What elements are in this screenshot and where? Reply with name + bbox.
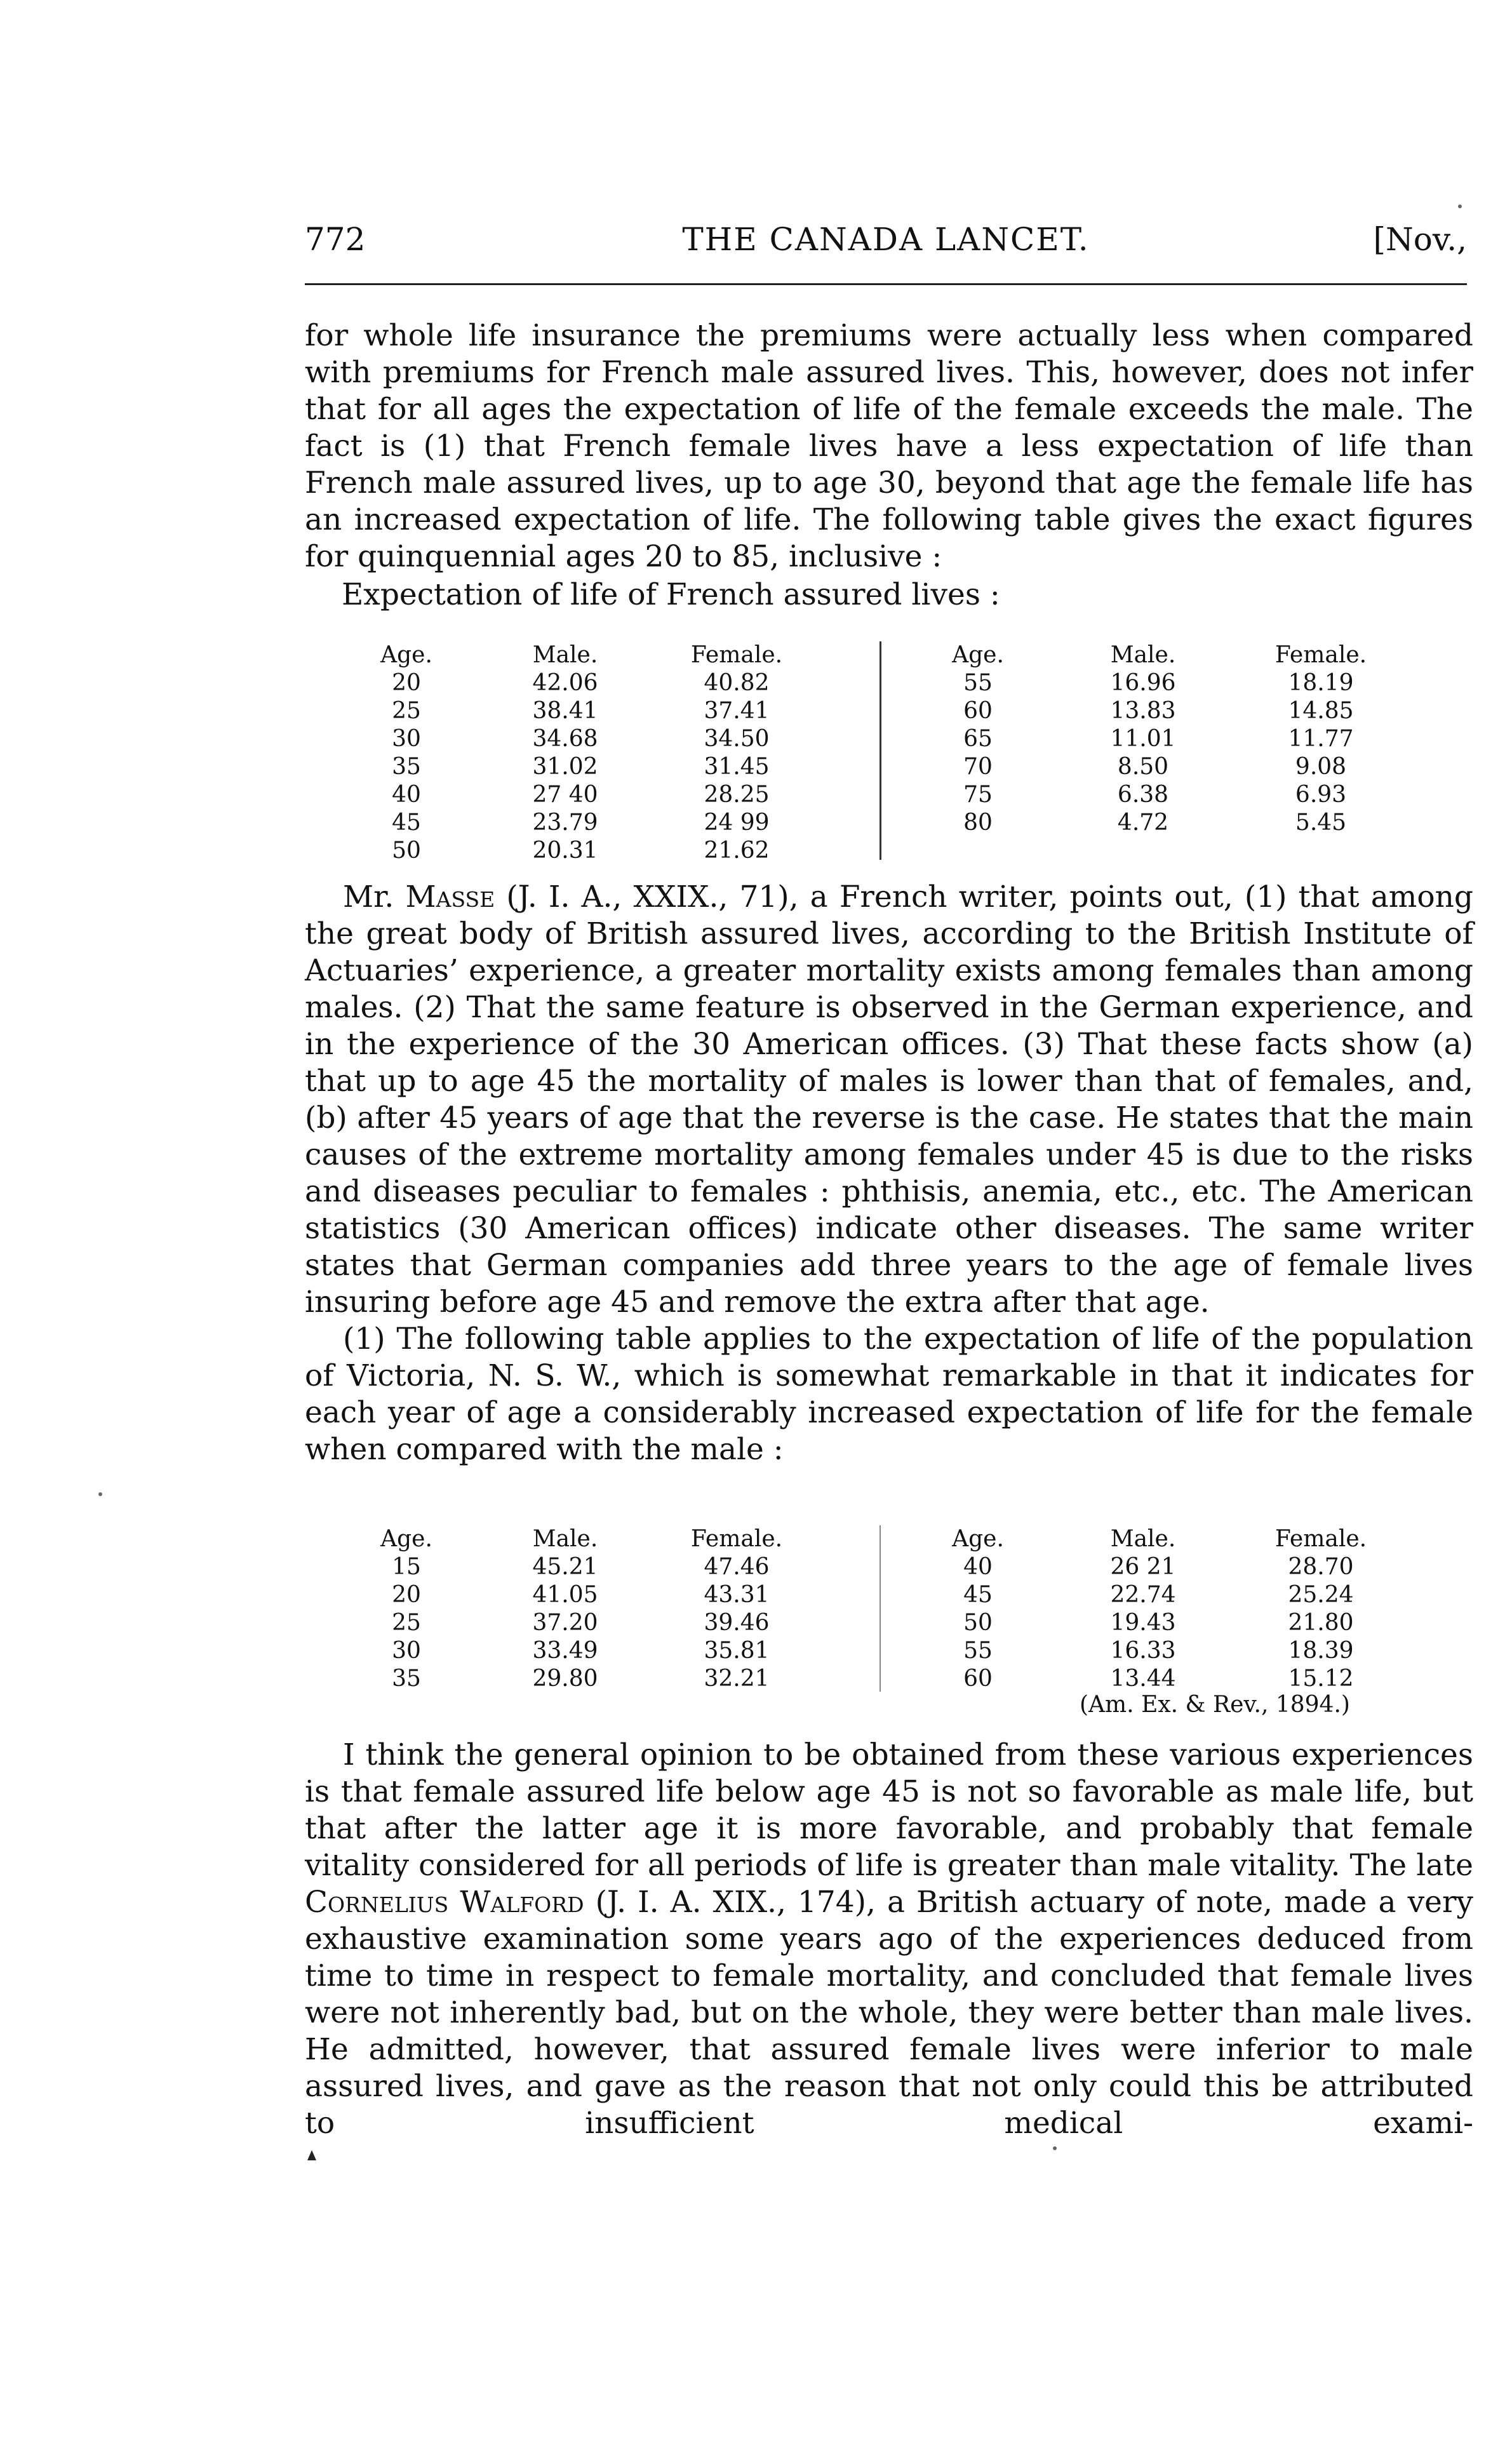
- t2-left-male-column: [514, 1525, 616, 1693]
- t1-header-age: Age.: [380, 642, 432, 668]
- journal-title: THE CANADA LANCET.: [682, 221, 1090, 258]
- t1-cell: 9.08: [1295, 754, 1347, 780]
- t1-cell: 42.06: [532, 670, 598, 696]
- t1-cell: 65: [963, 726, 993, 752]
- conclusion-block: [305, 1737, 1473, 2142]
- t2-cell: 32.21: [704, 1666, 770, 1692]
- masse-prefix: Mr.: [343, 880, 406, 914]
- t1-cell: 8.50: [1117, 754, 1169, 780]
- t2-header-male: Male.: [532, 1526, 598, 1552]
- t1-cell: 14.85: [1288, 698, 1354, 724]
- t1-cell: 31.02: [532, 754, 598, 780]
- t2-cell: 45.21: [532, 1554, 598, 1580]
- t2-cell: 41.05: [532, 1582, 598, 1608]
- t2-cell: 20: [392, 1582, 421, 1608]
- t2-cell: 28.70: [1288, 1554, 1354, 1580]
- t1-cell: 34.50: [704, 726, 770, 752]
- t2-cell: 50: [963, 1610, 993, 1636]
- t1-cell: 6.38: [1117, 782, 1169, 808]
- t2-cell: 40: [963, 1554, 993, 1580]
- t1-left-female-column: [673, 641, 800, 865]
- t2-right-female-column: [1257, 1525, 1384, 1693]
- t1-cell: 13.83: [1110, 698, 1176, 724]
- t2-cell: 60: [963, 1666, 993, 1692]
- conclusion-text-1: I think the general opinion to be obtained from these various experiences is that female assured life below age 45 is not so favorable as male life, but that after the latter age it is more favorable, and probably that female vitality considered for all periods of life is greater than male vitality. The late: [305, 1737, 1473, 1883]
- t2-divider: [880, 1525, 881, 1692]
- t2-cell: 30: [392, 1638, 421, 1664]
- t2-cell: 18.39: [1288, 1638, 1354, 1664]
- t2-header-age: Age.: [380, 1526, 432, 1552]
- t2-header-age: Age.: [952, 1526, 1004, 1552]
- speck: [1053, 2146, 1057, 2150]
- t2-cell: 15.12: [1288, 1666, 1354, 1692]
- t1-header-male: Male.: [1110, 642, 1176, 668]
- t1-cell: 23.79: [532, 810, 598, 836]
- t2-header-female: Female.: [690, 1526, 783, 1552]
- t1-cell: 45: [392, 810, 421, 836]
- intro-block: [305, 318, 1473, 575]
- t2-cell: 16.33: [1110, 1638, 1176, 1664]
- t1-right-age-column: [940, 641, 1016, 837]
- masse-block: [305, 879, 1473, 1468]
- t2-cell: 37.20: [532, 1610, 598, 1636]
- t1-cell: 20.31: [532, 838, 598, 864]
- t1-cell: 60: [963, 698, 993, 724]
- t2-left-age-column: [368, 1525, 445, 1693]
- conclusion-paragraph: [305, 1737, 1473, 2142]
- author-name-walford: Cornelius Walford: [305, 1885, 584, 1920]
- t1-header-female: Female.: [690, 642, 783, 668]
- t2-header-female: Female.: [1274, 1526, 1367, 1552]
- t1-cell: 40: [392, 782, 421, 808]
- t1-cell: 21.62: [704, 838, 770, 864]
- t1-cell: 20: [392, 670, 421, 696]
- t1-cell: 50: [392, 838, 421, 864]
- conclusion-text-2: (J. I. A. XIX., 174), a British actuary of note, made a very exhaustive examination some years ago of the experiences deduced from time to time in respect to female mortality, and concluded that female lives were not inherently bad, but on the whole, they were better than male lives. He admitted, however, that assured female lives were inferior to male assured lives, and gave as the reason that not only could this be attributed to insufficient medical exami-: [305, 1885, 1473, 2141]
- t1-cell: 35: [392, 754, 421, 780]
- running-header: [305, 221, 1467, 272]
- t1-cell: 31.45: [704, 754, 770, 780]
- t1-cell: 16.96: [1110, 670, 1176, 696]
- t2-cell: 13.44: [1110, 1666, 1176, 1692]
- page-number: 772: [305, 221, 366, 258]
- t2-cell: 35.81: [704, 1638, 770, 1664]
- t1-left-age-column: [368, 641, 445, 865]
- t1-left-male-column: [514, 641, 616, 865]
- t1-right-female-column: [1257, 641, 1384, 837]
- t1-cell: 28.25: [704, 782, 770, 808]
- t1-cell: 11.01: [1110, 726, 1176, 752]
- t2-header-male: Male.: [1110, 1526, 1176, 1552]
- t1-cell: 70: [963, 754, 993, 780]
- t2-right-male-column: [1092, 1525, 1194, 1693]
- t1-cell: 75: [963, 782, 993, 808]
- t1-cell: 18.19: [1288, 670, 1354, 696]
- t1-cell: 34.68: [532, 726, 598, 752]
- t2-cell: 25: [392, 1610, 421, 1636]
- t2-cell: 47.46: [704, 1554, 770, 1580]
- t2-cell: 29.80: [532, 1666, 598, 1692]
- t2-cell: 26 21: [1110, 1554, 1176, 1580]
- t1-cell: 38.41: [532, 698, 598, 724]
- t1-cell: 55: [963, 670, 993, 696]
- t1-cell: 11.77: [1288, 726, 1354, 752]
- header-rule: [305, 283, 1467, 285]
- t1-cell: 80: [963, 810, 993, 836]
- t1-cell: 37.41: [704, 698, 770, 724]
- t1-cell: 6.93: [1295, 782, 1347, 808]
- t2-cell: 22.74: [1110, 1582, 1176, 1608]
- t1-cell: 4.72: [1117, 810, 1169, 836]
- t1-cell: 30: [392, 726, 421, 752]
- issue-month: [Nov.,: [1373, 221, 1467, 258]
- t2-cell: 21.80: [1288, 1610, 1354, 1636]
- t2-cell: 19.43: [1110, 1610, 1176, 1636]
- t2-cell: 35: [392, 1666, 421, 1692]
- table1-caption: Expectation of life of French assured lives :: [342, 577, 1000, 612]
- t2-right-age-column: [940, 1525, 1016, 1693]
- victoria-paragraph: (1) The following table applies to the expectation of life of the population of Victoria, N. S. W., which is somewhat remarkable in that it indicates for each year of age a considerably increased expectation of life for the female when compared with the male :: [305, 1321, 1473, 1467]
- speck: [98, 1492, 102, 1496]
- author-name-masse: Masse: [405, 880, 495, 914]
- t2-cell: 55: [963, 1638, 993, 1664]
- t2-left-female-column: [673, 1525, 800, 1693]
- footer-mark: [307, 2150, 316, 2160]
- intro-paragraph: for whole life insurance the premiums were actually less when compared with premiums for French male assured lives. This, however, does not infer that for all ages the expectation of life of the female exceeds the male. The fact is (1) that French female lives have a less expectation of life than French male assured lives, up to age 30, beyond that age the female life has an increased expectation of life. The following table gives the exact figures for quinquennial ages 20 to 85, inclusive :: [305, 318, 1473, 574]
- t2-cell: 33.49: [532, 1638, 598, 1664]
- t1-header-female: Female.: [1274, 642, 1367, 668]
- t2-cell: 15: [392, 1554, 421, 1580]
- t1-cell: 25: [392, 698, 421, 724]
- table2-source: (Am. Ex. & Rev., 1894.): [1080, 1692, 1350, 1718]
- t1-cell: 5.45: [1295, 810, 1347, 836]
- t2-cell: 45: [963, 1582, 993, 1608]
- t1-cell: 27 40: [532, 782, 598, 808]
- t1-divider: [880, 641, 881, 860]
- speck: [1458, 204, 1462, 208]
- masse-paragraph: [305, 879, 1473, 1321]
- masse-text: (J. I. A., XXIX., 71), a French writer, points out, (1) that among the great body of British assured lives, according to the British Institute of Actuaries’ experience, a greater mortality exists among females than among males. (2) That the same feature is observed in the German experience, and in the experience of the 30 American offices. (3) That these facts show (a) that up to age 45 the mortality of males is lower than that of females, and, (b) after 45 years of age that the reverse is the case. He states that the main causes of the extreme mortality among females under 45 is due to the risks and diseases peculiar to females : phthisis, anemia, etc., etc. The American statistics (30 American offices) indicate other diseases. The same writer states that German companies add three years to the age of female lives insuring before age 45 and remove the extra after that age.: [305, 880, 1473, 1320]
- t1-cell: 40.82: [704, 670, 770, 696]
- t1-cell: 24 99: [704, 810, 770, 836]
- t2-cell: 39.46: [704, 1610, 770, 1636]
- t2-cell: 25.24: [1288, 1582, 1354, 1608]
- t1-header-age: Age.: [952, 642, 1004, 668]
- t1-right-male-column: [1092, 641, 1194, 837]
- t2-cell: 43.31: [704, 1582, 770, 1608]
- t1-header-male: Male.: [532, 642, 598, 668]
